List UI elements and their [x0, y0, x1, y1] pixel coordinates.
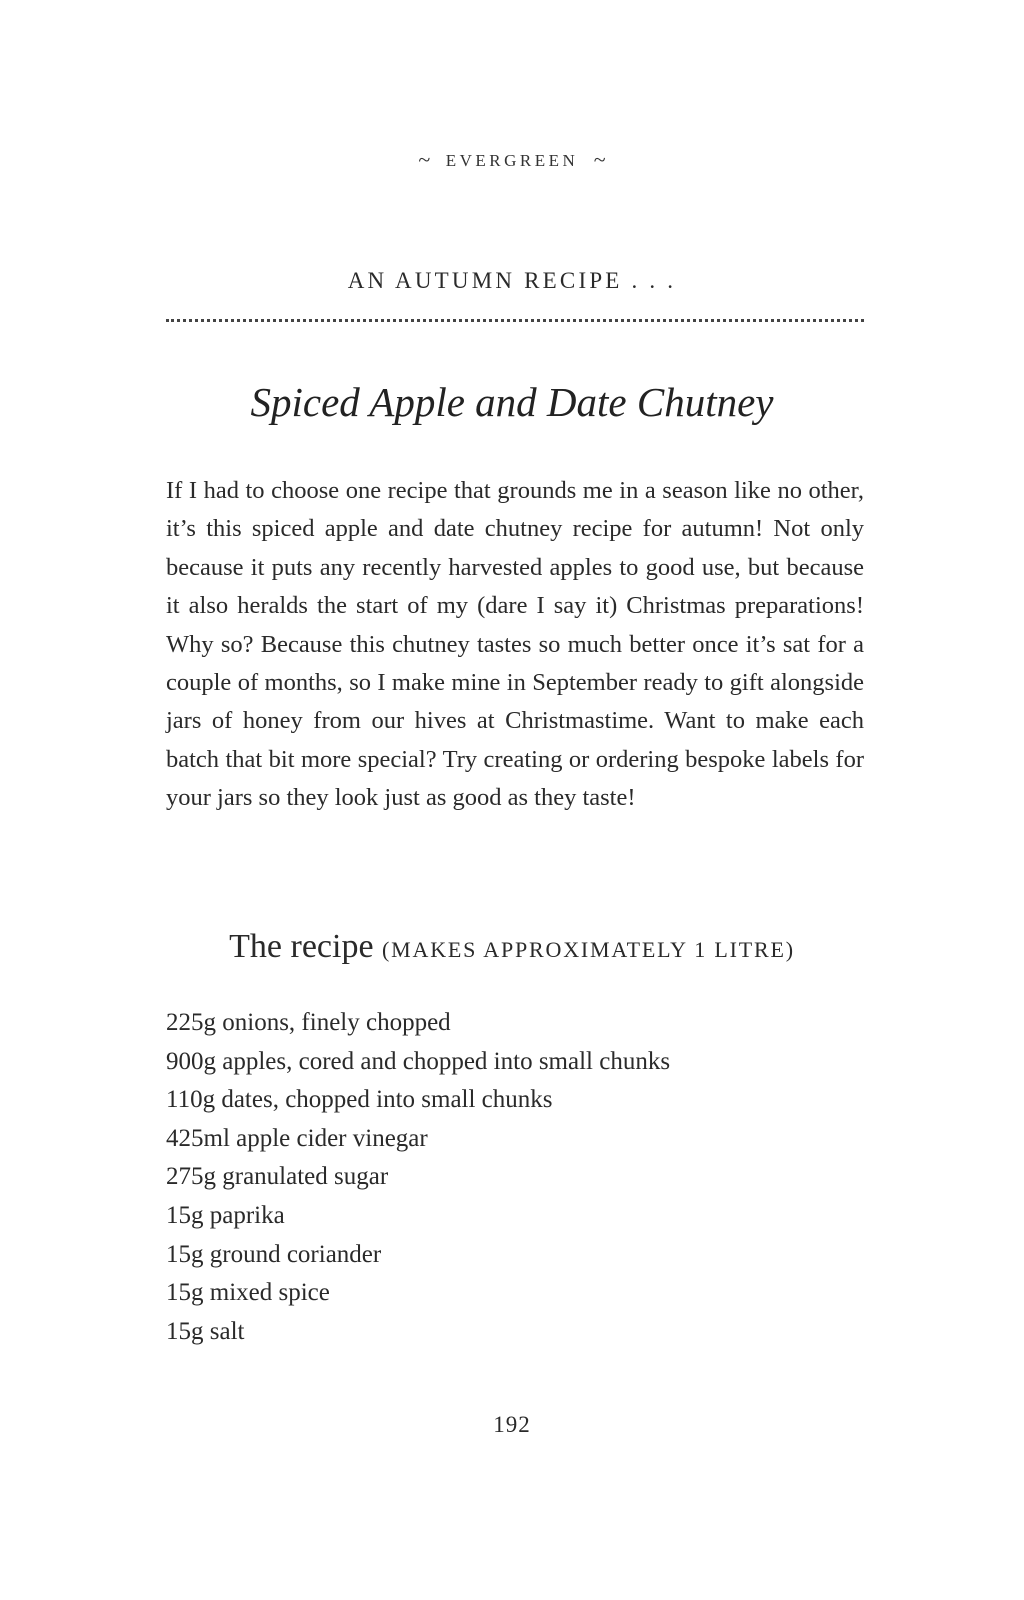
running-head-ornament-left: ~	[418, 147, 431, 172]
page-number: 192	[493, 1412, 531, 1437]
dotted-divider	[166, 319, 864, 322]
ingredient-item: 15g mixed spice	[166, 1279, 330, 1307]
running-head-ornament-right: ~	[593, 147, 606, 172]
ingredient-item: 225g onions, finely chopped	[166, 1009, 451, 1036]
ingredient-item: 15g salt	[166, 1317, 245, 1345]
ingredient-item: 15g ground coriander	[166, 1240, 382, 1268]
recipe-title: Spiced Apple and Date Chutney	[250, 379, 774, 425]
ingredient-list	[166, 1004, 864, 1351]
recipe-heading	[0, 928, 1024, 966]
intro-paragraph: If I had to choose one recipe that grounds me in a season like no other, it’s this spiced apple and date chutney recipe for autumn! Not only because it puts any recently harvested apples to good use, but because it also heralds the start of my (dare I say it) Christmas preparations! Why so? Because this chutney tastes so much better once it’s sat for a couple of months, so I make mine in September ready to gift alongside jars of honey from our hives at Christmastime. Want to make each batch that bit more special? Try creating or ordering bespoke labels for your jars so they look just as good as they taste!	[166, 477, 864, 812]
ingredient-item: 15g paprika	[166, 1201, 285, 1229]
ingredient-item: 900g apples, cored and chopped into small chunks	[166, 1047, 671, 1075]
recipe-yield: (MAKES APPROXIMATELY 1 LITRE)	[382, 937, 795, 962]
ingredient-item: 425ml apple cider vinegar	[166, 1124, 428, 1152]
recipe-heading-label: The recipe	[229, 928, 374, 965]
running-head	[0, 146, 1024, 172]
ingredient-item: 110g dates, chopped into small chunks	[166, 1086, 553, 1114]
running-head-title: EVERGREEN	[445, 151, 579, 170]
section-heading: AN AUTUMN RECIPE . . .	[347, 268, 677, 293]
ingredient-item: 275g granulated sugar	[166, 1163, 389, 1191]
